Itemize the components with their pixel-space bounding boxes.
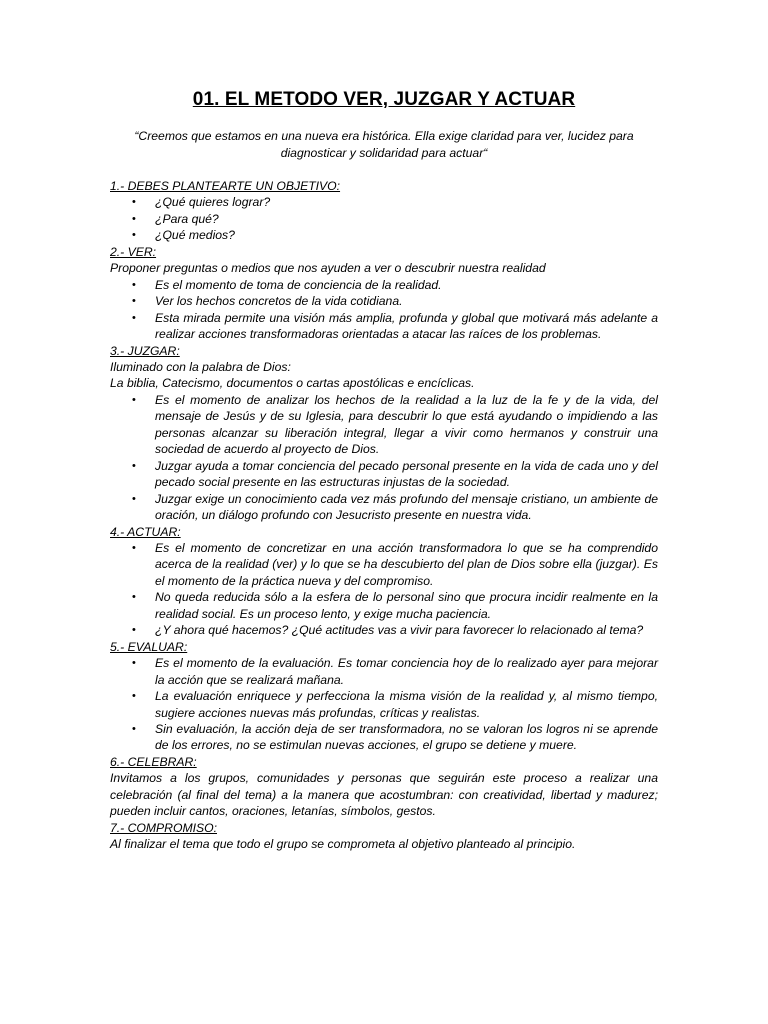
juzgar-list [110, 392, 658, 524]
document-body [110, 178, 658, 853]
bullet-icon: • [132, 278, 136, 291]
list-item [110, 293, 658, 309]
ver-list [110, 277, 658, 343]
list-item [110, 622, 658, 638]
list-item [110, 589, 658, 622]
section-heading-ver: 2.- VER: [110, 244, 157, 259]
list-item [110, 194, 658, 210]
list-item [110, 227, 658, 243]
bullet-icon: • [132, 722, 136, 735]
actuar-list [110, 540, 658, 639]
list-item [110, 392, 658, 458]
list-item-text: Es el momento de la evaluación. Es tomar conciencia hoy de lo realizado ayer para mejorar la acción que se realizará mañana. [155, 656, 658, 687]
list-item [110, 211, 658, 227]
bullet-icon: • [132, 541, 136, 554]
bullet-icon: • [132, 690, 136, 703]
list-item [110, 540, 658, 589]
list-item-text: ¿Qué quieres lograr? [155, 195, 271, 210]
list-item [110, 310, 658, 343]
section-heading-actuar: 4.- ACTUAR: [110, 524, 181, 539]
bullet-icon: • [132, 229, 136, 242]
bullet-icon: • [132, 492, 136, 505]
list-item-text: Ver los hechos concretos de la vida cotidiana. [155, 294, 403, 309]
list-item-text: Juzgar exige un conocimiento cada vez más profundo del mensaje cristiano, un ambiente de oración, un diálogo profundo con Jesucristo presente en nuestra vida. [155, 491, 658, 523]
bullet-icon: • [132, 196, 136, 209]
compromiso-text: Al finalizar el tema que todo el grupo se comprometa al objetivo planteado al principio. [110, 837, 576, 852]
bullet-icon: • [132, 393, 136, 406]
list-item [110, 277, 658, 293]
bullet-icon: • [132, 311, 136, 324]
list-item-text: ¿Y ahora qué hacemos? ¿Qué actitudes vas a vivir para favorecer lo relacionado al tema? [155, 623, 644, 638]
bullet-icon: • [132, 212, 136, 225]
list-item-text: Es el momento de concretizar en una acción transformadora lo que se ha comprendido acerca de la realidad (ver) y lo que se ha descubierto del plan de Dios sobre ella (juzgar). Es el momento de la práctica nueva y del compromiso. [155, 540, 658, 588]
objetivo-list [110, 194, 658, 243]
list-item-text: ¿Para qué? [155, 211, 219, 226]
juzgar-intro-1: Iluminado con la palabra de Dios: [110, 359, 291, 374]
opening-quote: “Creemos que estamos en una nueva era histórica. Ella exige claridad para ver, lucidez para diagnosticar y solidaridad para actuar“ [134, 129, 634, 160]
section-heading-evaluar: 5.- EVALUAR: [110, 639, 188, 654]
list-item [110, 721, 658, 754]
section-heading-celebrar: 6.- CELEBRAR: [110, 754, 197, 769]
section-heading-compromiso: 7.- COMPROMISO: [110, 820, 217, 835]
list-item-text: ¿Qué medios? [155, 228, 235, 243]
bullet-icon: • [132, 591, 136, 604]
page-title: 01. EL METODO VER, JUZGAR Y ACTUAR [192, 89, 576, 110]
list-item-text: No queda reducida sólo a la esfera de lo personal sino que procura incidir realmente en la realidad social. Es un proceso lento, y exige mucha paciencia. [155, 590, 658, 621]
celebrar-text: Invitamos a los grupos, comunidades y personas que seguirán este proceso a realizar una celebración (al final del tema) a la manera que acostumbran: con creatividad, libertad y madurez; pueden incluir cantos, oraciones, letanías, símbolos, gestos. [110, 771, 658, 819]
list-item [110, 491, 658, 524]
list-item-text: Sin evaluación, la acción deja de ser transformadora, no se valoran los logros ni se aprende de los errores, no se estimulan nuevas acciones, el grupo se detiene y muere. [155, 721, 658, 753]
list-item-text: Esta mirada permite una visión más amplia, profunda y global que motivará más adelante a realizar acciones transformadoras orientadas a atacar las raíces de los problemas. [155, 310, 658, 342]
section-heading-juzgar: 3.- JUZGAR: [110, 343, 180, 358]
list-item [110, 458, 658, 491]
list-item [110, 655, 658, 688]
bullet-icon: • [132, 459, 136, 472]
list-item-text: Juzgar ayuda a tomar conciencia del pecado personal presente en la vida de cada uno y del pecado social presente en las estructuras injustas de la sociedad. [155, 458, 658, 490]
section-heading-objetivo: 1.- DEBES PLANTEARTE UN OBJETIVO: [110, 179, 341, 193]
bullet-icon: • [132, 624, 136, 637]
ver-intro: Proponer preguntas o medios que nos ayuden a ver o descubrir nuestra realidad [110, 261, 546, 276]
list-item [110, 688, 658, 721]
list-item-text: Es el momento de analizar los hechos de la realidad a la luz de la fe y de la vida, del mensaje de Jesús y de su Iglesia, para descubrir lo que está ayudando o impidiendo a las personas alcanzar su liberación integral, llegar a vivir como hermanos y construir una sociedad de acuerdo al proyecto de Dios. [155, 392, 658, 457]
evaluar-list [110, 655, 658, 754]
list-item-text: La evaluación enriquece y perfecciona la misma visión de la realidad y, al mismo tiempo, sugiere acciones nuevas más profundas, críticas y realistas. [155, 689, 658, 720]
bullet-icon: • [132, 295, 136, 308]
list-item-text: Es el momento de toma de conciencia de la realidad. [155, 277, 442, 292]
bullet-icon: • [132, 657, 136, 670]
juzgar-intro-2: La biblia, Catecismo, documentos o cartas apostólicas e encíclicas. [110, 376, 475, 391]
